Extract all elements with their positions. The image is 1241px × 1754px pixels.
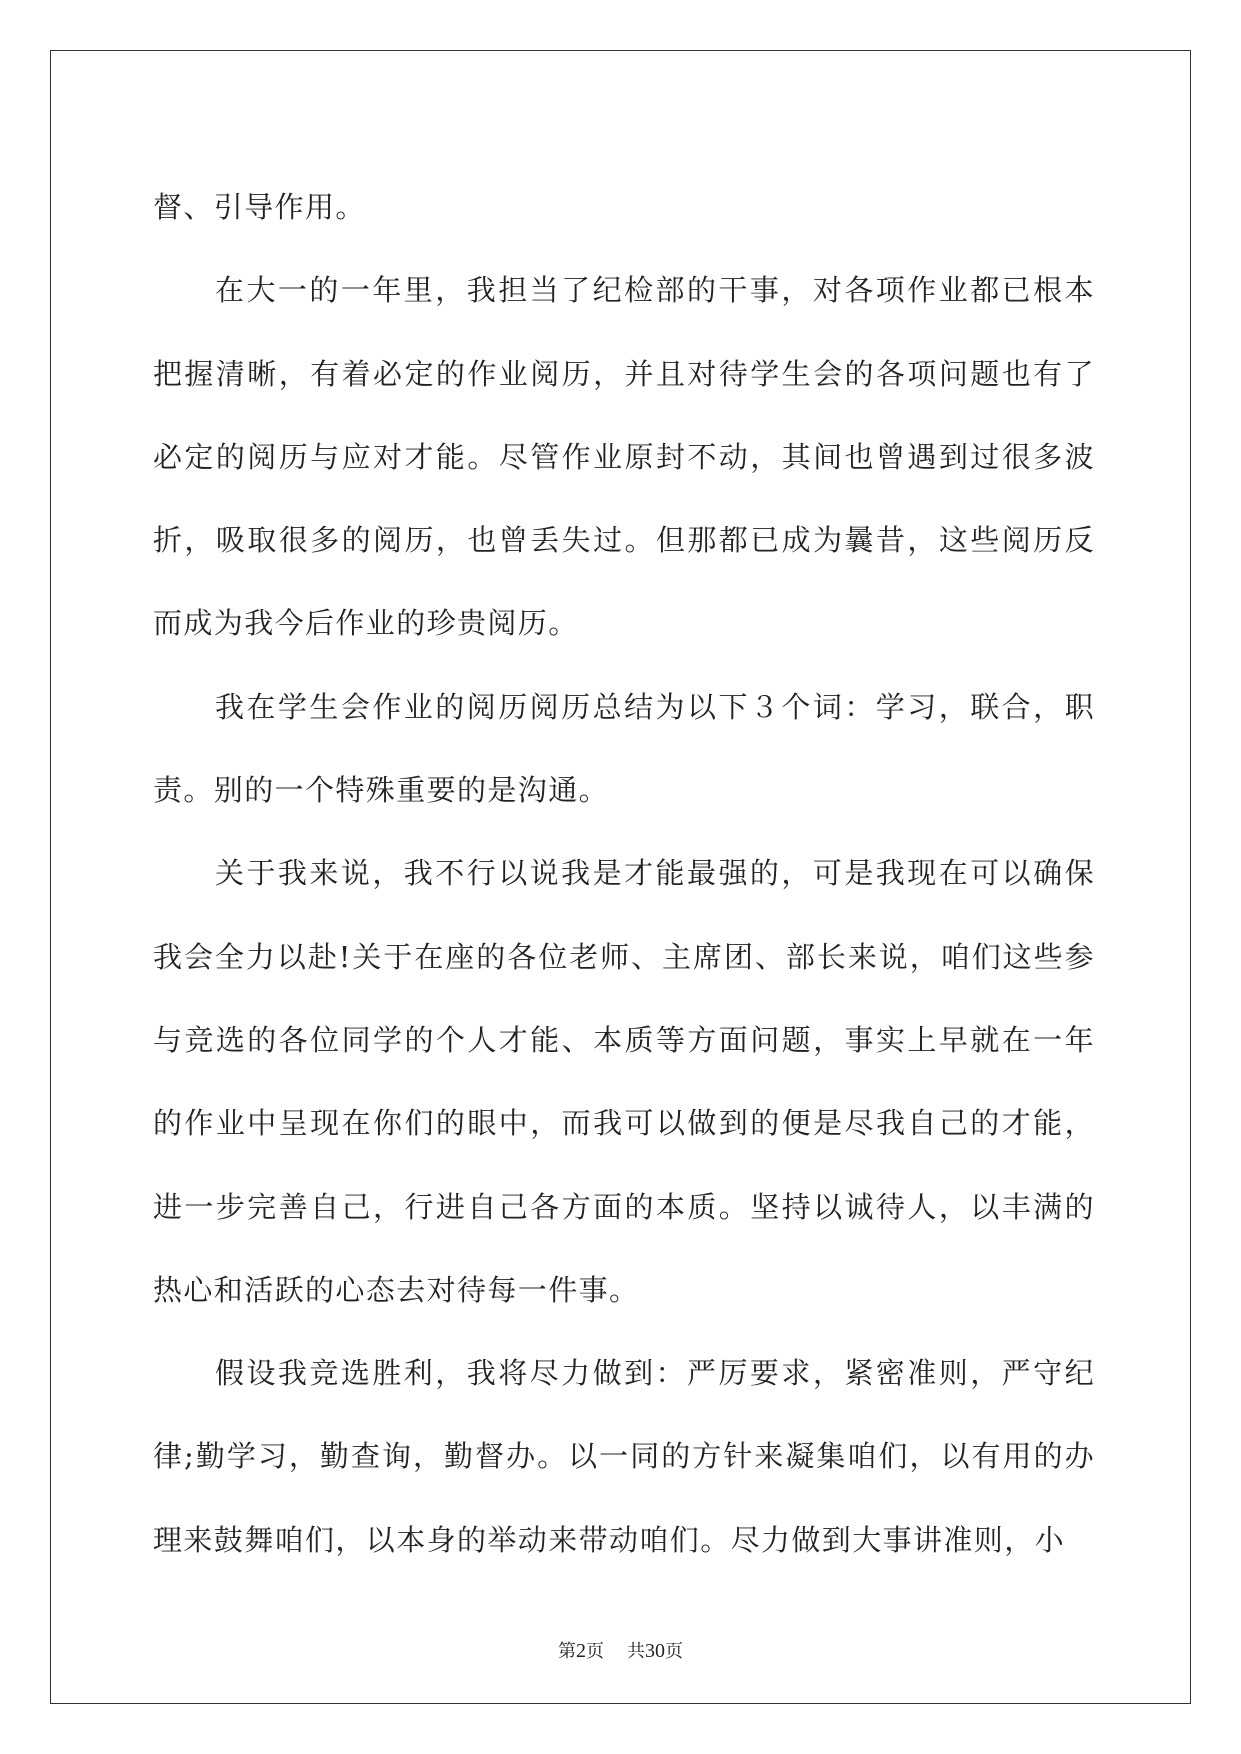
total-prefix: 共 xyxy=(626,1641,645,1662)
page-prefix: 第 xyxy=(558,1641,577,1662)
page-suffix: 页 xyxy=(586,1641,605,1662)
total-suffix: 页 xyxy=(664,1641,683,1662)
paragraph-3: 我在学生会作业的阅历阅历总结为以下３个词：学习，联合，职责。别的一个特殊重要的是沟通。 xyxy=(153,689,1095,808)
page-number: 2 xyxy=(576,1640,587,1662)
paragraph-2: 在大一的一年里，我担当了纪检部的干事，对各项作业都已根本把握清晰，有着必定的作业阅历，并且对待学生会的各项问题也有了必定的阅历与应对才能。尽管作业原封不动，其间也曾遇到过很多波折，吸取很多的阅历，也曾丢失过。但那都已成为曩昔，这些阅历反而成为我今后作业的珍贵阅历。 xyxy=(153,273,1095,641)
paragraph-4: 关于我来说，我不行以说我是才能最强的，可是我现在可以确保我会全力以赴!关于在座的各位老师、主席团、部长来说，咱们这些参与竞选的各位同学的个人才能、本质等方面问题，事实上早就在一年的作业中呈现在你们的眼中，而我可以做到的便是尽我自己的才能，进一步完善自己，行进自己各方面的本质。坚持以诚待人，以丰满的热心和活跃的心态去对待每一件事。 xyxy=(153,856,1095,1307)
total-pages: 30 xyxy=(644,1640,665,1662)
page-footer xyxy=(0,1637,1241,1663)
document-body xyxy=(153,166,1095,1582)
paragraph-5: 假设我竞选胜利，我将尽力做到：严厉要求，紧密准则，严守纪律;勤学习，勤查询，勤督办。以一同的方针来凝集咱们，以有用的办理来鼓舞咱们，以本身的举动来带动咱们。尽力做到大事讲准则，小 xyxy=(153,1356,1095,1557)
paragraph-1: 督、引导作用。 xyxy=(153,190,366,224)
